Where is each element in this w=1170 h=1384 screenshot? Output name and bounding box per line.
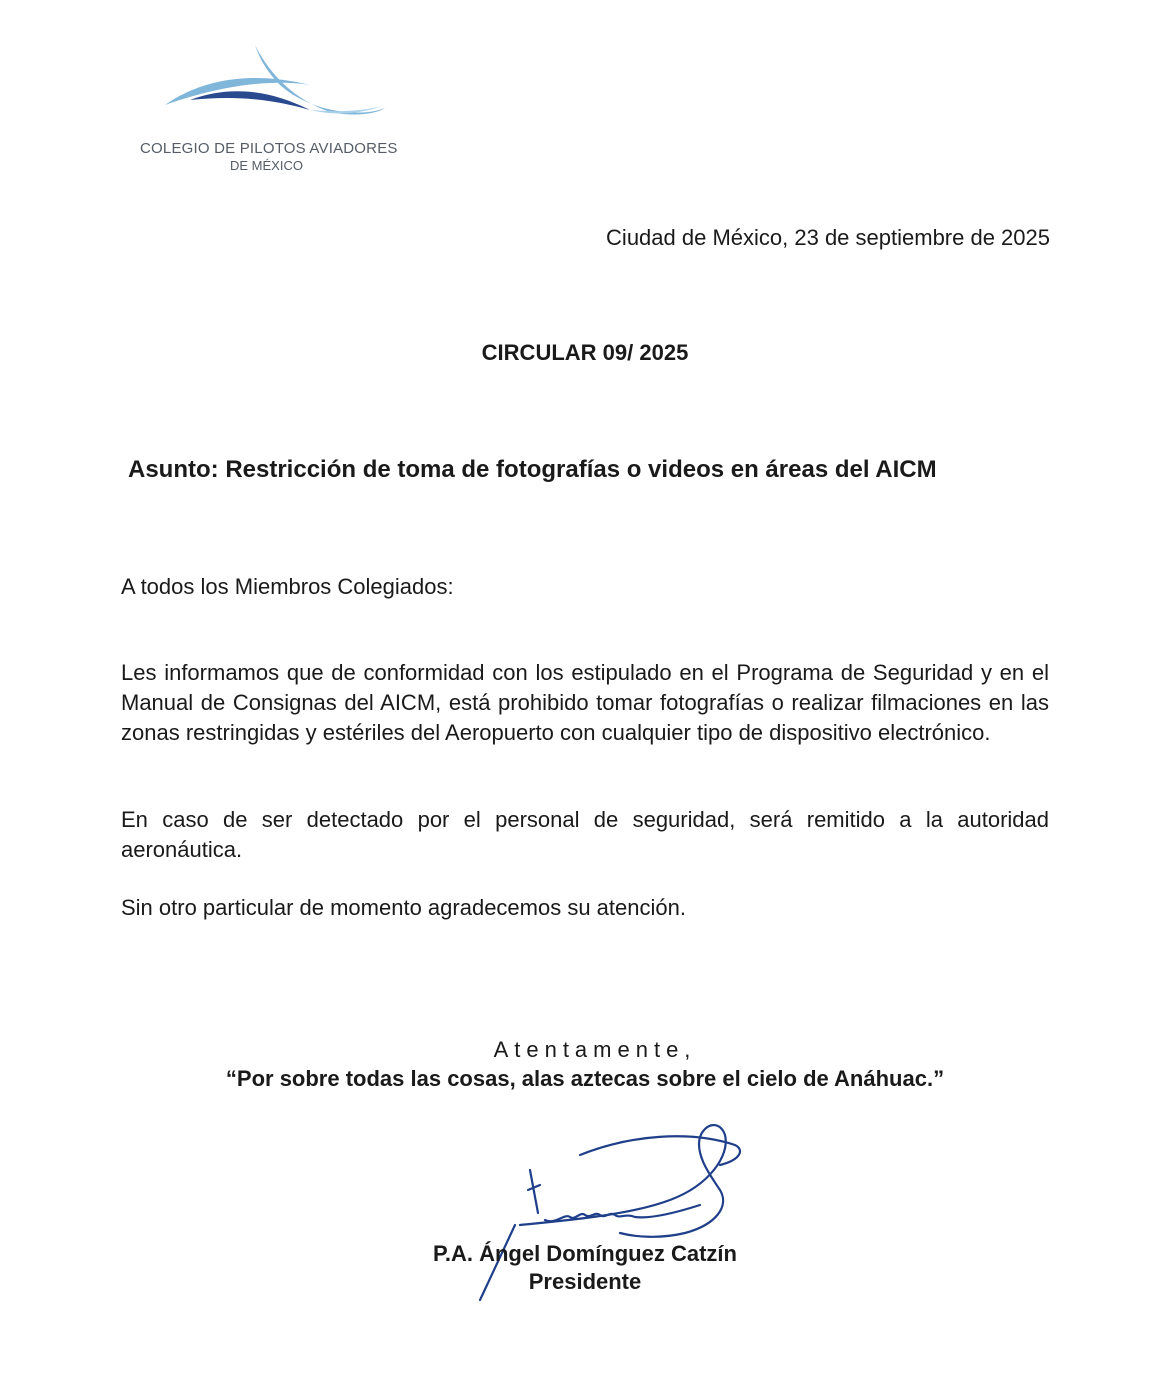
- signer-block: [0, 1240, 1170, 1296]
- date-line: Ciudad de México, 23 de septiembre de 2025: [606, 225, 1050, 250]
- closing: [0, 1037, 1170, 1063]
- body-paragraph-3: Sin otro particular de momento agradecemos su atención.: [121, 895, 686, 920]
- body-paragraph-1: Les informamos que de conformidad con los estipulado en el Programa de Seguridad y en el Manual de Consignas del AICM, está prohibido tomar fotografías o realizar filmaciones en las zonas restringidas y estériles del Aeropuerto con cualquier tipo de dispositivo electrónico.: [121, 660, 1049, 745]
- motto: “Por sobre todas las cosas, alas aztecas sobre el cielo de Anáhuac.”: [225, 1066, 945, 1091]
- letterhead-logo: [130, 40, 430, 180]
- org-name-line2: DE MÉXICO: [230, 158, 303, 173]
- signer-name: P.A. Ángel Domínguez Catzín: [433, 1241, 737, 1266]
- circular-number: CIRCULAR 09/ 2025: [481, 340, 689, 365]
- wings-logo-icon: [160, 40, 390, 140]
- signer-title: Presidente: [528, 1269, 642, 1294]
- closing-text: Atentamente,: [493, 1037, 697, 1062]
- subject-line: Asunto: Restricción de toma de fotografías o videos en áreas del AICM: [128, 456, 937, 483]
- body-paragraph-2: En caso de ser detectado por el personal de seguridad, será remitido a la autoridad aeronáutica.: [121, 807, 1049, 862]
- greeting: A todos los Miembros Colegiados:: [121, 574, 454, 599]
- org-name-line1: COLEGIO DE PILOTOS AVIADORES: [140, 140, 398, 157]
